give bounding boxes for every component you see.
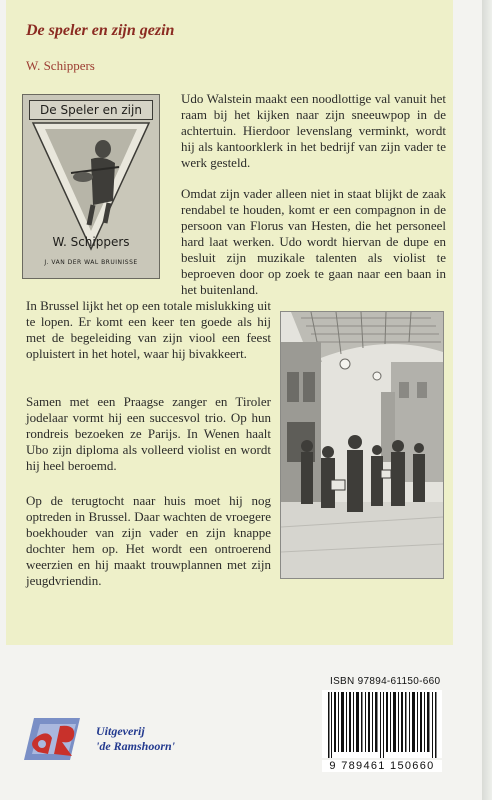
barcode-image: [322, 690, 442, 758]
original-cover-title: De Speler en zijn: [29, 100, 153, 120]
blurb-paragraph-3: In Brussel lijkt het op een totale mislukking uit te lopen. Er komt een keer ten goede als hij met de begeleiding van zijn viool een feest opluistert in het hotel, waar hij bivakkeert.: [26, 298, 271, 361]
barcode-number: 9 789461 150660: [322, 760, 442, 772]
publisher-line-2: 'de Ramshoorn': [96, 739, 176, 753]
original-cover-image: [22, 94, 160, 279]
original-cover-author: W. Schippers: [52, 235, 130, 249]
publisher-name: [96, 724, 175, 754]
blurb-paragraph-1: Udo Walstein maakt een noodlottige val vanuit het raam bij het kijken naar zijn sneeuwpop in de achtertuin. Hierdoor levenslang verminkt, wordt hij als kantoorklerk in het bedrijf van zijn vader te werk gesteld.: [181, 91, 446, 170]
publisher-line-1: Uitgeverij: [96, 724, 145, 738]
isbn-label: ISBN 97894-61150-660: [330, 676, 441, 687]
book-author: W. Schippers: [26, 58, 95, 73]
street-scene-illustration: [280, 311, 444, 579]
book-title: De speler en zijn gezin: [26, 22, 175, 39]
blurb-paragraph-4: Samen met een Praagse zanger en Tiroler jodelaar vormt hij een succesvol trio. Op hun rondreis bezoeken ze Parijs. In Wenen haalt Ubo zijn diploma als volleerd violist en wordt hij heel beroemd.: [26, 394, 271, 473]
blurb-paragraph-5: Op de terugtocht naar huis moet hij nog optreden in Brussel. Daar wachten de vroegere boekhouder van zijn vader en zijn knappe dochter hem op. Het wordt een ontroerend weerzien en hij maakt trouwplannen met zijn jeugdvriendin.: [26, 493, 271, 588]
ramshoorn-logo-icon: [20, 714, 92, 764]
book-spine-edge: [482, 0, 492, 800]
blurb-panel: [6, 0, 453, 645]
blurb-paragraph-2: Omdat zijn vader alleen niet in staat blijkt de zaak rendabel te houden, komt er een compagnon in de persoon van Florus van Hesten, die het personeel hard laat werken. Udo wordt hiervan de dupe en besluit zijn muzikale talenten als violist te beproeven door op zoek te gaan naar een baan in het buitenland.: [181, 186, 446, 297]
original-cover-publisher: J. VAN DER WAL BRUINISSE: [44, 259, 138, 266]
violinist-illustration: [31, 121, 151, 251]
